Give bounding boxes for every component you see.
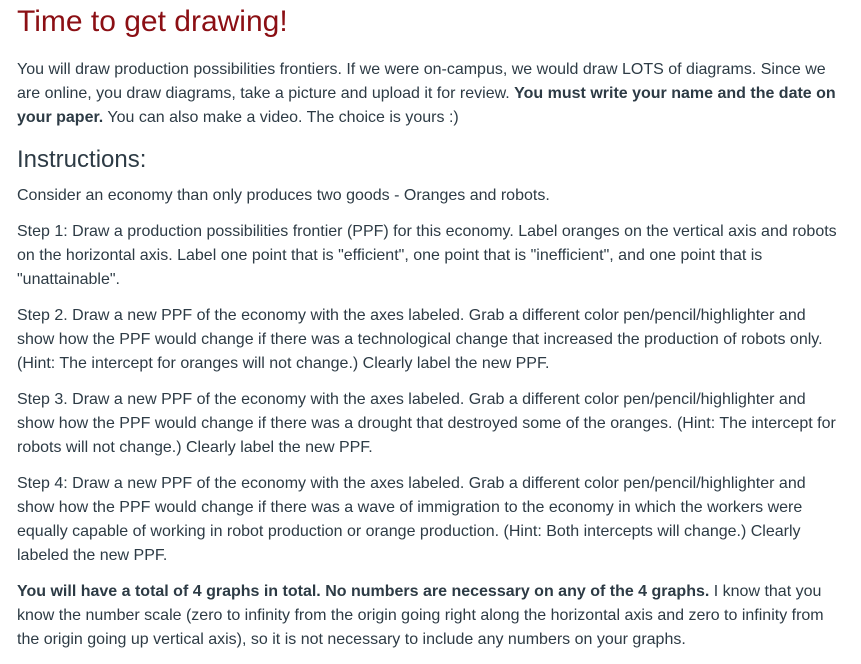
- page-title: Time to get drawing!: [17, 5, 288, 38]
- intro-text-2: You can also make a video. The choice is yours :): [103, 109, 459, 126]
- step-1-paragraph: Step 1: Draw a production possibilities frontier (PPF) for this economy. Label oranges on the vertical axis and robots on the horizontal axis. Label one point that is "efficient", one point that is "inefficient", and one point that is "unattainable".: [17, 223, 837, 288]
- step-4-paragraph: Step 4: Draw a new PPF of the economy with the axes labeled. Grab a different color pen/pencil/highlighter and show how the PPF would change if there was a wave of immigration to the economy in which the workers were equally capable of working in robot production or orange production. (Hint: Both intercepts will change.) Clearly labeled the new PPF.: [17, 475, 806, 564]
- final-text: I know that you know the number scale (zero to infinity from the origin going right along the horizontal axis and zero to infinity from the origin going up vertical axis), so it is not necessary to include any numbers on your graphs.: [17, 583, 824, 648]
- consider-paragraph: Consider an economy than only produces two goods - Oranges and robots.: [17, 187, 550, 204]
- instructions-heading: Instructions:: [17, 146, 147, 173]
- final-bold-text: You will have a total of 4 graphs in total. No numbers are necessary on any of the 4 graphs.: [17, 583, 710, 600]
- intro-bold-text: You must write your name and the date on your paper.: [17, 85, 836, 126]
- step-2-paragraph: Step 2. Draw a new PPF of the economy with the axes labeled. Grab a different color pen/pencil/highlighter and show how the PPF would change if there was a technological change that increased the production of robots only. (Hint: The intercept for oranges will not change.) Clearly label the new PPF.: [17, 307, 823, 372]
- intro-text-1: You will draw production possibilities frontiers. If we were on-campus, we would draw LOTS of diagrams. Since we are online, you draw diagrams, take a picture and upload it for review.: [17, 61, 826, 102]
- step-3-paragraph: Step 3. Draw a new PPF of the economy with the axes labeled. Grab a different color pen/pencil/highlighter and show how the PPF would change if there was a drought that destroyed some of the oranges. (Hint: The intercept for robots will not change.) Clearly label the new PPF.: [17, 391, 836, 456]
- intro-paragraph: [17, 58, 844, 130]
- final-paragraph: [17, 580, 844, 652]
